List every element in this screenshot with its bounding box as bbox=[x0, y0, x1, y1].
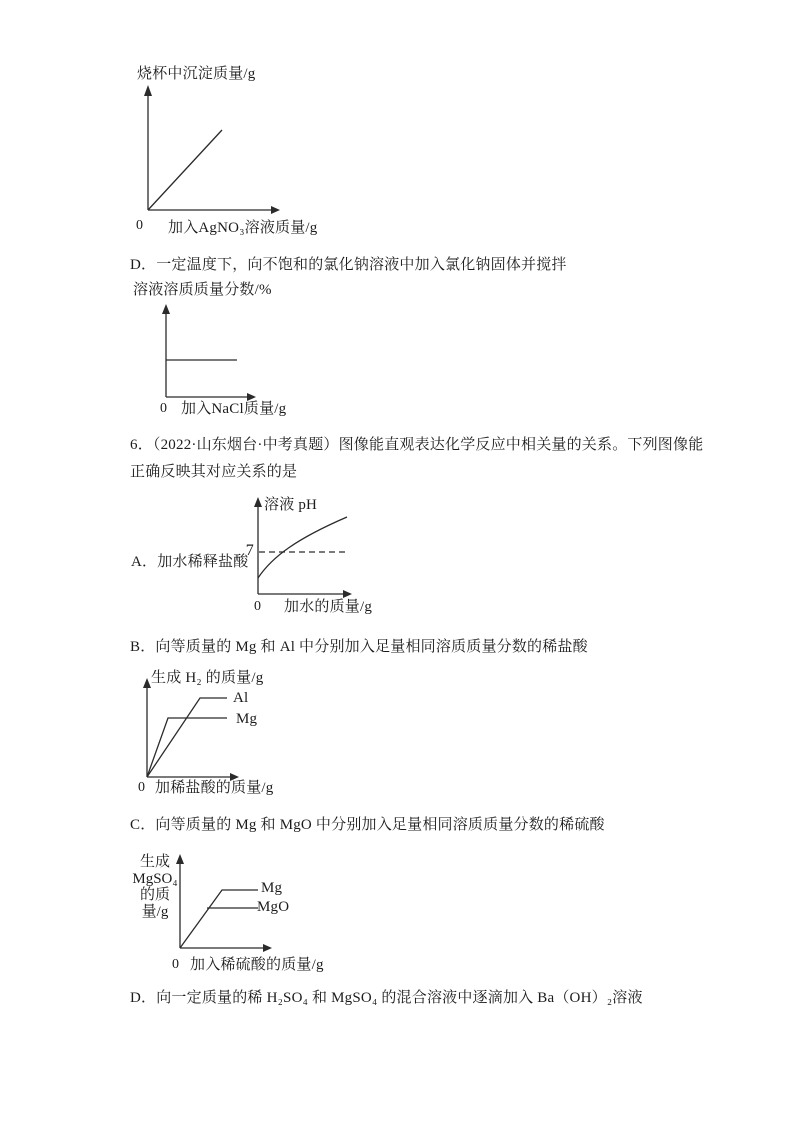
graphC-origin-label: 0 bbox=[172, 957, 180, 972]
graphB-x-axis-label: 加稀盐酸的质量/g bbox=[155, 780, 274, 796]
graphC-mg-series-label: Mg bbox=[261, 880, 283, 896]
mass-fraction-vs-nacl-graph bbox=[150, 300, 275, 402]
al-line bbox=[147, 698, 227, 777]
x-axis-arrow-icon bbox=[343, 590, 352, 598]
mg-line bbox=[180, 890, 258, 948]
graph2-y-axis-label: 溶液溶质质量分数/% bbox=[133, 282, 272, 298]
graphC-x-axis-label: 加入稀硫酸的质量/g bbox=[190, 957, 324, 973]
graphC-y-axis-label-line2: MgSO₄ bbox=[132, 870, 178, 887]
graph1-origin-label: 0 bbox=[136, 218, 144, 233]
graphA-y-axis-label: 溶液 pH bbox=[264, 497, 318, 513]
q6-option-a-label: A．加水稀释盐酸 bbox=[131, 554, 249, 570]
graph2-origin-label: 0 bbox=[160, 401, 168, 416]
graphB-origin-label: 0 bbox=[138, 780, 146, 795]
ph-curve bbox=[258, 517, 347, 578]
precipitate-vs-agno3-graph bbox=[120, 82, 300, 222]
q6-option-c-text: C．向等质量的 Mg 和 MgO 中分别加入足量相同溶质质量分数的稀硫酸 bbox=[130, 817, 605, 833]
graphC-y-axis-label-line1: 生成 bbox=[139, 854, 170, 870]
graphC-y-axis-label-line4: 量/g bbox=[141, 903, 169, 920]
mg-line bbox=[147, 718, 227, 777]
ph-dilution-graph bbox=[240, 495, 370, 600]
q6-stem-line2: 正确反映其对应关系的是 bbox=[130, 464, 298, 480]
graphA-origin-label: 0 bbox=[254, 599, 262, 614]
graphB-mg-series-label: Mg bbox=[236, 711, 258, 727]
x-axis-arrow-icon bbox=[263, 944, 272, 952]
q6-stem-line1: 6．（2022·山东烟台·中考真题）图像能直观表达化学反应中相关量的关系。下列图像能 bbox=[130, 437, 704, 453]
precipitate-line bbox=[148, 130, 222, 210]
graphB-al-series-label: Al bbox=[233, 690, 249, 706]
graph1-x-axis-label: 加入AgNO₃溶液质量/g bbox=[168, 220, 318, 236]
y-axis-arrow-icon bbox=[254, 497, 262, 507]
q6-option-d-text: D．向一定质量的稀 H₂SO₄ 和 MgSO₄ 的混合溶液中逐滴加入 Ba（OH）₂溶液 bbox=[130, 990, 643, 1006]
graph2-x-axis-label: 加入NaCl质量/g bbox=[181, 401, 287, 417]
graphC-mgo-series-label: MgO bbox=[257, 899, 290, 915]
graph1-y-axis-label: 烧杯中沉淀质量/g bbox=[137, 66, 256, 82]
graphB-y-axis-label: 生成 H₂ 的质量/g bbox=[151, 670, 264, 686]
x-axis-arrow-icon bbox=[247, 393, 256, 401]
y-axis-arrow-icon bbox=[162, 304, 170, 314]
y-axis-arrow-icon bbox=[176, 854, 184, 864]
y-axis-arrow-icon bbox=[143, 678, 151, 688]
q6-option-b-text: B．向等质量的 Mg 和 Al 中分别加入足量相同溶质质量分数的稀盐酸 bbox=[130, 639, 588, 655]
y-axis-arrow-icon bbox=[144, 85, 152, 96]
q5-option-d-text: D．一定温度下，向不饱和的氯化钠溶液中加入氯化钠固体并搅拌 bbox=[130, 257, 567, 273]
x-axis-arrow-icon bbox=[271, 206, 280, 214]
graphA-ph7-tick-label: 7 bbox=[245, 542, 254, 559]
graphA-x-axis-label: 加水的质量/g bbox=[284, 599, 373, 615]
graphC-y-axis-label-line3: 的质 bbox=[139, 887, 170, 903]
